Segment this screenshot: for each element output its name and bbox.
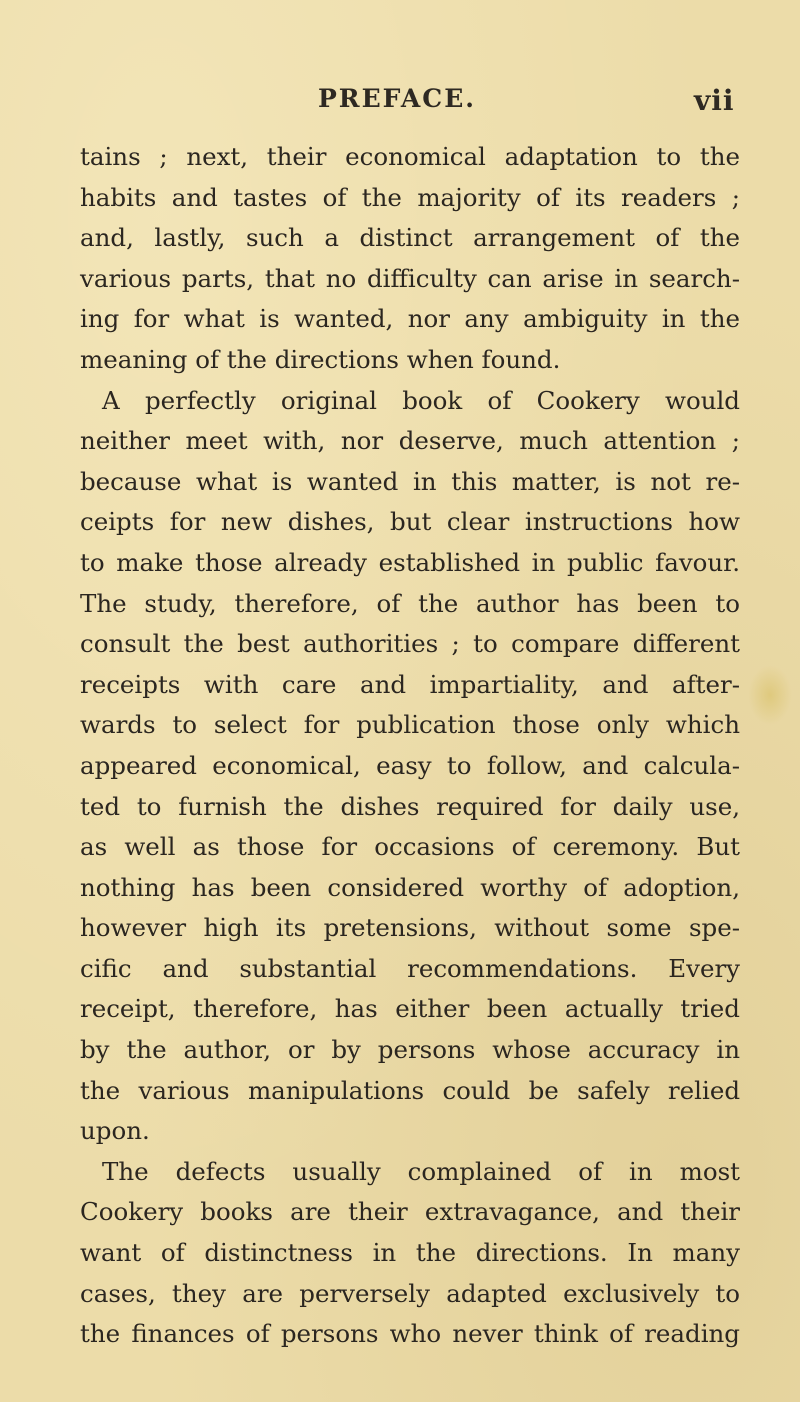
text-line: to make those already established in public favour. — [80, 547, 740, 577]
text-line: want of distinctness in the directions. In many — [80, 1238, 740, 1268]
text-line: cific and substantial recommendations. Every — [80, 953, 740, 983]
running-head — [0, 84, 800, 124]
text-line: by the author, or by persons whose accuracy in — [80, 1035, 740, 1065]
text-line: The study, therefore, of the author has been to — [80, 588, 740, 618]
text-line: meaning of the directions when found. — [80, 344, 561, 374]
body-text — [80, 137, 740, 1355]
text-line: upon. — [80, 1116, 150, 1146]
text-line: ted to furnish the dishes required for daily use, — [80, 791, 740, 821]
text-line: nothing has been considered worthy of adoption, — [80, 872, 740, 902]
text-line: the finances of persons who never think of reading — [80, 1319, 740, 1349]
paragraph-start-line: The defects usually complained of in most — [102, 1156, 740, 1186]
text-line: wards to select for publication those only which — [80, 710, 740, 740]
text-line: appeared economical, easy to follow, and calcula- — [80, 750, 740, 780]
text-line: ing for what is wanted, nor any ambiguity in the — [80, 304, 740, 334]
text-line: receipts with care and impartiality, and after- — [80, 669, 740, 699]
paragraph-start-line: A perfectly original book of Cookery would — [102, 385, 740, 415]
text-line: and, lastly, such a distinct arrangement of the — [80, 223, 740, 253]
page-number: vii — [694, 84, 735, 117]
paper-stain — [748, 665, 792, 725]
text-line: neither meet with, nor deserve, much attention ; — [80, 426, 740, 456]
text-line: ceipts for new dishes, but clear instructions how — [80, 507, 740, 537]
text-line: cases, they are perversely adapted exclusively to — [80, 1278, 740, 1308]
running-title: PREFACE. — [318, 84, 476, 113]
text-line: tains ; next, their economical adaptation to the — [80, 142, 740, 171]
text-line: Cookery books are their extravagance, and their — [80, 1197, 740, 1227]
text-line: however high its pretensions, without some spe- — [80, 913, 740, 943]
text-line: because what is wanted in this matter, is not re- — [80, 466, 740, 496]
text-line: as well as those for occasions of ceremony. But — [80, 832, 740, 862]
text-line: the various manipulations could be safely relied — [80, 1075, 740, 1105]
text-line: consult the best authorities ; to compare different — [80, 629, 740, 659]
text-line: receipt, therefore, has either been actually tried — [80, 994, 740, 1024]
text-line: various parts, that no difficulty can arise in search- — [80, 263, 740, 293]
text-line: habits and tastes of the majority of its readers ; — [80, 182, 740, 212]
